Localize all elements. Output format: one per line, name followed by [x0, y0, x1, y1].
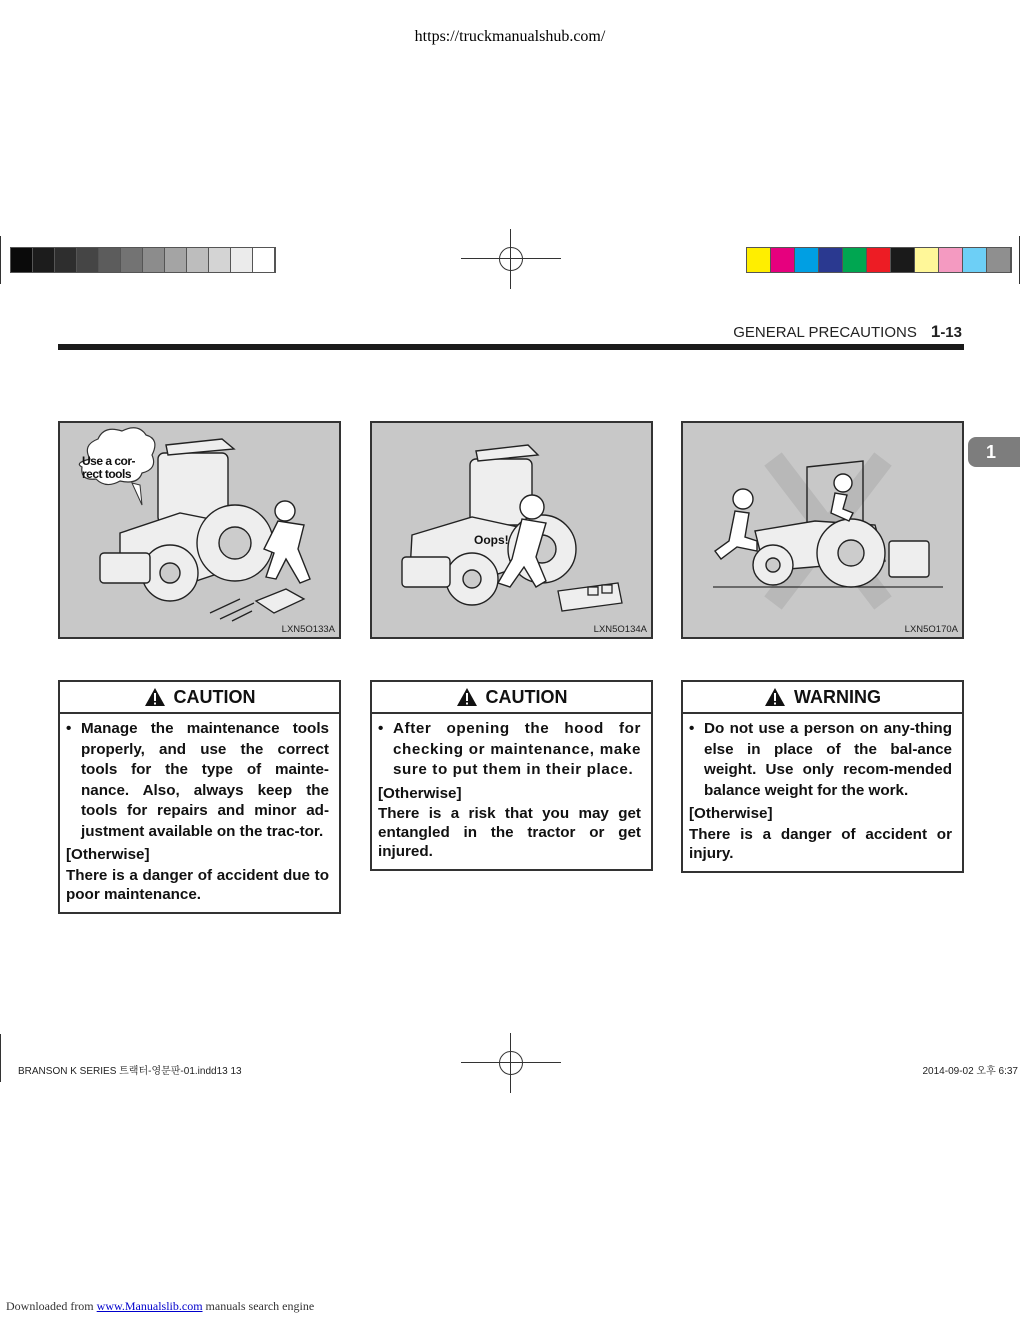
gray-swatch	[165, 248, 187, 272]
color-swatch	[963, 248, 987, 272]
notice-title	[372, 682, 651, 714]
gray-swatch	[209, 248, 231, 272]
footer-file-info: BRANSON K SERIES 트랙터-영문판-01.indd13 13	[18, 1066, 242, 1077]
figure-code: LXN5O134A	[593, 624, 647, 635]
color-swatch	[915, 248, 939, 272]
tractor-hood-illustration	[372, 423, 651, 637]
header-rule	[58, 344, 964, 350]
otherwise-label: [Otherwise]	[66, 846, 150, 863]
left-trim-mark-bottom	[0, 1034, 1, 1082]
warning-box-balance-weight	[681, 680, 964, 873]
color-swatch	[987, 248, 1011, 272]
figure-code: LXN5O133A	[281, 624, 335, 635]
chapter-tab: 1	[968, 437, 1020, 467]
color-swatch	[819, 248, 843, 272]
figure-correct-tools	[58, 421, 341, 639]
page-number: 1-13	[930, 322, 962, 341]
otherwise-label: [Otherwise]	[689, 805, 773, 822]
color-swatch	[939, 248, 963, 272]
registration-mark-bottom	[461, 1033, 561, 1093]
warning-triangle-icon	[764, 687, 786, 707]
page-header	[733, 322, 962, 342]
notice-level: CAUTION	[173, 686, 256, 707]
bullet-dot: •	[66, 720, 72, 737]
download-credit: Downloaded from www.Manualslib.com manuals search engine	[6, 1299, 315, 1313]
figure-hood-open	[370, 421, 653, 639]
figure-balance-weight	[681, 421, 964, 639]
color-swatch	[891, 248, 915, 272]
left-trim-mark	[0, 236, 1, 284]
gray-swatch	[231, 248, 253, 272]
notice-bullet-text: Manage the maintenance tools properly, and use the correct tools for the type of mainte-nance. Also, always keep the tools for repairs and minor ad-justment available on the trac-tor.	[81, 720, 329, 840]
figure-code: LXN5O170A	[904, 624, 958, 635]
person-balance-weight-illustration	[683, 423, 962, 637]
gray-swatch	[77, 248, 99, 272]
gray-swatch	[55, 248, 77, 272]
color-swatch	[843, 248, 867, 272]
notice-title	[683, 682, 962, 714]
section-title: GENERAL PRECAUTIONS	[733, 324, 917, 341]
color-swatch	[867, 248, 891, 272]
notice-title	[60, 682, 339, 714]
gray-swatch	[143, 248, 165, 272]
notice-level: WARNING	[794, 686, 881, 707]
color-swatch	[795, 248, 819, 272]
notice-result-text: There is a danger of accident due to poor maintenance.	[66, 866, 329, 903]
otherwise-label: [Otherwise]	[378, 784, 462, 802]
caution-box-maintenance-tools	[58, 680, 341, 914]
warning-triangle-icon	[144, 687, 166, 707]
grayscale-calibration-bar	[10, 247, 276, 273]
color-swatch	[747, 248, 771, 272]
footer-timestamp: 2014-09-02 오후 6:37	[922, 1066, 1018, 1077]
notice-result-text: There is a risk that you may get entangled in the tractor or get injured.	[378, 805, 641, 860]
gray-swatch	[99, 248, 121, 272]
speech-bubble-text: Oops!	[474, 533, 509, 547]
registration-mark-top	[461, 229, 561, 289]
notice-bullet-text: After opening the hood for checking or maintenance, make sure to put them in their place.	[393, 720, 641, 778]
gray-swatch	[33, 248, 55, 272]
notice-bullet-text: Do not use a person on any-thing else in place of the bal-ance weight. Use only recom-mended balance weight for the work.	[704, 720, 952, 799]
gray-swatch	[121, 248, 143, 272]
top-url[interactable]: https://truckmanualshub.com/	[414, 28, 606, 45]
notice-result-text: There is a danger of accident or injury.	[689, 825, 952, 862]
color-swatch	[771, 248, 795, 272]
notice-level: CAUTION	[485, 686, 568, 707]
gray-swatch	[253, 248, 275, 272]
color-calibration-bar	[746, 247, 1012, 273]
bullet-dot: •	[378, 720, 384, 737]
bullet-dot: •	[689, 720, 695, 737]
caution-box-hood	[370, 680, 653, 871]
speech-bubble-text: Use a cor- rect tools	[82, 454, 136, 481]
gray-swatch	[11, 248, 33, 272]
warning-triangle-icon	[456, 687, 478, 707]
gray-swatch	[187, 248, 209, 272]
manualslib-link[interactable]: www.Manualslib.com	[96, 1299, 203, 1313]
